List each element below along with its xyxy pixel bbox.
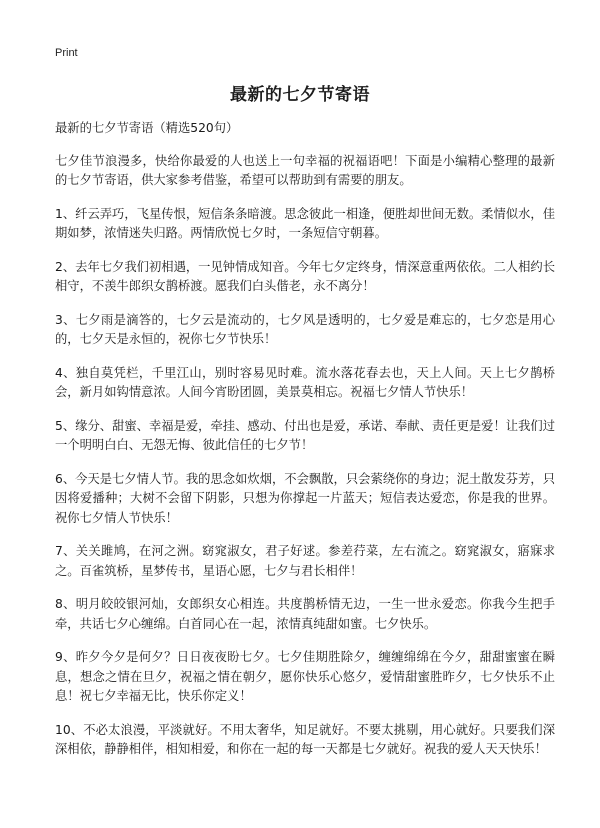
greeting-paragraph-7: 7、关关雎鸠，在河之洲。窈窕淑女，君子好逑。参差荇菜，左右流之。窈窕淑女，寤寐求之。百雀筑桥，星梦传书，星语心愿，七夕与君长相伴！ [55, 544, 555, 578]
greeting-paragraph-6: 6、今天是七夕情人节。我的思念如炊烟，不会飘散，只会萦绕你的身边；泥土散发芬芳，只因将爱播种；大树不会留下阴影，只想为你撑起一片蓝天；短信表达爱恋，你是我的世界。祝你七夕情人节快乐！ [55, 471, 555, 525]
greeting-paragraph-10: 10、不必太浪漫，平淡就好。不用太奢华，知足就好。不要太挑剔，用心就好。只要我们深深相依，静静相伴，相知相爱，和你在一起的每一天都是七夕就好。祝我的爱人天天快乐！ [55, 722, 555, 756]
greeting-paragraph-3: 3、七夕雨是滴答的，七夕云是流动的，七夕风是透明的，七夕爱是难忘的，七夕恋是用心的，七夕天是永恒的，祝你七夕节快乐！ [55, 312, 555, 346]
page-title: 最新的七夕节寄语 [230, 85, 370, 105]
greeting-paragraph-5: 5、缘分、甜蜜、幸福是爱，牵挂、感动、付出也是爱，承诺、奉献、责任更是爱！让我们过一个明明白白、无怨无悔、彼此信任的七夕节！ [55, 418, 555, 452]
print-link[interactable]: Print [55, 47, 78, 59]
article-body [55, 119, 555, 774]
greeting-paragraph-8: 8、明月皎皎银河灿，女郎织女心相连。共度鹊桥情无边，一生一世永爱恋。你我今生把手牵，共话七夕心缠绵。白首同心在一起，浓情真纯甜如蜜。七夕快乐。 [55, 597, 555, 631]
greeting-paragraph-2: 2、去年七夕我们初相遇，一见钟情成知音。今年七夕定终身，情深意重两依依。二人相约长相守，不羡牛郎织女鹊桥渡。愿我们白头偕老，永不离分！ [55, 259, 555, 293]
intro-paragraph: 七夕佳节浪漫多，快给你最爱的人也送上一句幸福的祝福语吧！下面是小编精心整理的最新的七夕节寄语，供大家参考借鉴，希望可以帮助到有需要的朋友。 [55, 153, 555, 187]
greeting-paragraph-1: 1、纤云弄巧，飞星传恨，短信条条暗渡。思念彼此一相逢，便胜却世间无数。柔情似水，佳期如梦，浓情迷失归路。两情欣悦七夕时，一条短信守朝暮。 [55, 206, 555, 240]
article-subtitle: 最新的七夕节寄语（精选520句） [55, 121, 239, 135]
greeting-paragraph-9: 9、昨夕今夕是何夕？日日夜夜盼七夕。七夕佳期胜除夕，缠缠绵绵在今夕，甜甜蜜蜜在瞬息，想念之情在旦夕，祝福之情在朝夕，愿你快乐心悠夕，爱情甜蜜胜昨夕，七夕快乐不止息！祝七夕幸福无比，快乐你定义！ [55, 650, 555, 703]
greeting-paragraph-4: 4、独自莫凭栏，千里江山，别时容易见时难。流水落花春去也，天上人间。天上七夕鹊桥会，新月如钩情意浓。人间今宵盼团圆，美景莫相忘。祝福七夕情人节快乐！ [55, 365, 555, 399]
